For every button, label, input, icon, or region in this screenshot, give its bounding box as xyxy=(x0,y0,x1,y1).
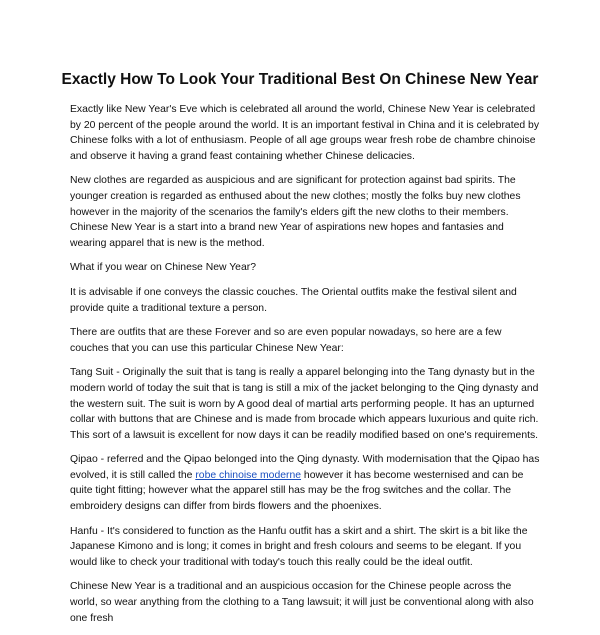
document-title: Exactly How To Look Your Traditional Best On Chinese New Year xyxy=(61,71,539,88)
paragraph-intro: Exactly like New Year's Eve which is celebrated all around the world, Chinese New Year is celebrated by 20 percent of the people around the world. It is an important festival in China and it is celebrated by Chinese folks with a lot of enthusiasm. People of all age groups wear fresh robe de chambre chinoise and observe it having a grand feast containing whether Chinese delicacies. xyxy=(70,104,540,162)
paragraph-closing: Chinese New Year is a traditional and an auspicious occasion for the Chinese people across the world, so wear anything from the clothing to a Tang lawsuit; it will just be conventional along with also one fresh xyxy=(70,581,534,624)
qipao-text-after: however it has become westernised and can be quite tight fitting; however what the apparel still has may be the frog switches and the collar. The embroidery designs can differ from birds flowers and the phoenixes. xyxy=(70,469,524,513)
paragraph-question: What if you wear on Chinese New Year? xyxy=(70,262,256,274)
paragraph-qipao xyxy=(70,452,540,514)
paragraph-new-clothes: New clothes are regarded as auspicious and are significant for protection against bad spirits. The younger creation is regarded as enthused about the new clothes; mostly the folks buy new clothes however in the majority of the scenarios the family's elders gift the new cloths to their members. Chinese New Year is a start into a brand new Year of aspirations new hopes and fantasies and wearing apparel that is new is the method. xyxy=(70,175,521,249)
paragraph-advice: It is advisable if one conveys the classic couches. The Oriental outfits make the festival silent and provide quite a traditional texture a person. xyxy=(70,286,517,314)
paragraph-hanfu: Hanfu - It's considered to function as the Hanfu outfit has a skirt and a shirt. The skirt is a bit like the Japanese Kimono and is long; it comes in bright and fresh colours and seems to be elegant. If you would like to check your traditional with today's touch this really could be the ideal outfit. xyxy=(70,525,528,568)
paragraph-tang-suit: Tang Suit - Originally the suit that is tang is really a apparel belonging into the Tang dynasty but in the modern world of today the suit that is tang is still a mix of the jacket belonging to the Qing dynasty and the western suit. The suit is worn by A good deal of martial arts performing people. It has an upturned collar with buttons that are Chinese and is made from brocade which appears luxurious and quite rich. This sort of a lawsuit is excellent for now days it can be readily modified based on one's requirements. xyxy=(70,367,539,441)
paragraph-outfits-intro: There are outfits that are these Forever and so are even popular nowadays, so here are a few couches that you can use this particular Chinese New Year: xyxy=(70,327,502,354)
qipao-text-before: Qipao - referred and the Qipao belonged into the Qing dynasty. With modernisation that the Qipao has evolved, it is still called the xyxy=(70,454,540,481)
document-body xyxy=(70,102,540,635)
robe-chinoise-moderne-link[interactable]: robe chinoise moderne xyxy=(195,469,302,481)
